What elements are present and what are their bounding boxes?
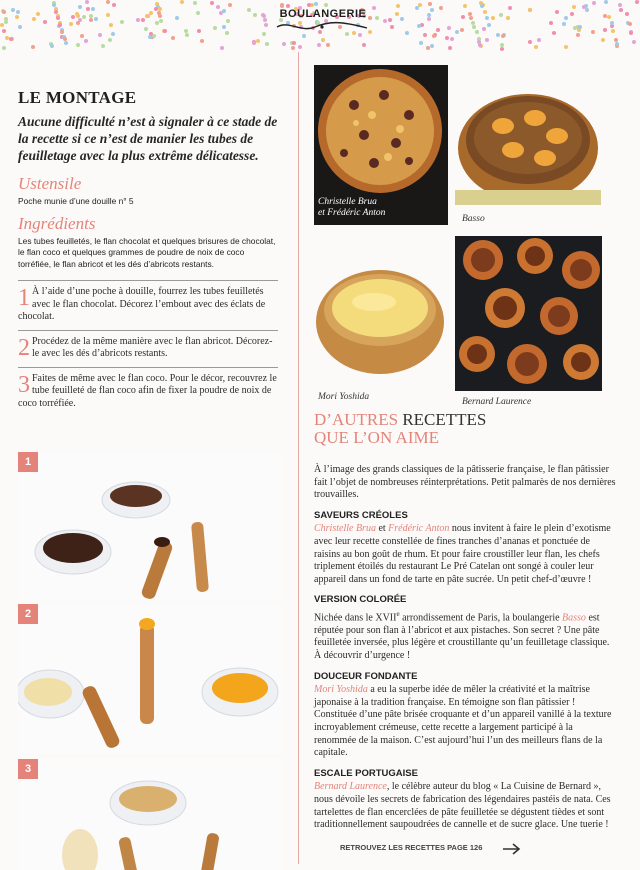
montage-intro: Aucune difficulté n’est à signaler à ce stade de la recette si ce n’est de manier les tubes de feuilletage avec la plus extrême délicatesse. xyxy=(18,114,278,163)
confetti-dot xyxy=(552,31,556,35)
confetti-dot xyxy=(417,24,421,28)
confetti-dot xyxy=(228,3,232,7)
confetti-dot xyxy=(555,10,559,14)
confetti-dot xyxy=(491,16,495,20)
article-title-pink: D’AUTRES xyxy=(314,410,399,429)
confetti-dot xyxy=(18,25,22,29)
confetti-dot xyxy=(455,30,459,34)
confetti-dot xyxy=(400,17,404,21)
joiner: et xyxy=(375,523,389,535)
confetti-dot xyxy=(197,29,201,33)
divider xyxy=(18,330,278,331)
confetti-dot xyxy=(607,15,611,19)
confetti-dot xyxy=(604,0,608,4)
montage-column xyxy=(18,88,278,410)
confetti-dot xyxy=(572,5,576,9)
ustensile-text: Poche munie d’une douille n° 5 xyxy=(18,196,134,206)
confetti-dot xyxy=(564,16,568,20)
confetti-dot xyxy=(0,23,4,27)
confetti-dot xyxy=(60,30,64,34)
step-number: 2 xyxy=(18,334,30,361)
confetti-dot xyxy=(496,33,500,37)
confetti-dot xyxy=(64,41,68,45)
confetti-dot xyxy=(98,33,102,37)
confetti-dot xyxy=(78,5,82,9)
confetti-dot xyxy=(43,20,47,24)
confetti-dot xyxy=(549,21,553,25)
swirl-ornament-icon xyxy=(275,21,369,33)
confetti-dot xyxy=(106,13,110,17)
confetti-dot xyxy=(447,26,451,30)
confetti-dot xyxy=(112,3,116,7)
confetti-dot xyxy=(15,15,19,19)
confetti-dot xyxy=(291,46,295,50)
confetti-dot xyxy=(321,38,325,42)
confetti-dot xyxy=(562,22,566,26)
confetti-dot xyxy=(460,28,464,32)
photo-brua-anton xyxy=(314,65,448,225)
confetti-dot xyxy=(383,19,387,23)
confetti-dot xyxy=(16,10,20,14)
confetti-dot xyxy=(2,29,6,33)
confetti-dot xyxy=(472,25,476,29)
confetti-dot xyxy=(475,30,479,34)
confetti-dot xyxy=(36,12,40,16)
confetti-dot xyxy=(220,46,224,50)
article-title-line2: QUE L’ON AIME xyxy=(314,428,439,447)
arrow-right-icon xyxy=(502,843,524,855)
confetti-dot xyxy=(159,19,163,23)
confetti-dot xyxy=(71,15,75,19)
chef-name: Frédéric Anton xyxy=(388,523,450,535)
step-text: À l’aide d’une poche à douille, fourrez les tubes feuilletés avec le flan chocolat. Décorez l’embout avec des éclats de chocolat. xyxy=(18,286,266,322)
confetti-dot xyxy=(629,31,633,35)
confetti-dot xyxy=(528,40,532,44)
confetti-dot xyxy=(91,7,95,11)
confetti-dot xyxy=(4,20,8,24)
confetti-dot xyxy=(253,13,257,17)
confetti-dot xyxy=(216,5,220,9)
confetti-dot xyxy=(180,0,184,4)
confetti-dot xyxy=(56,16,60,20)
confetti-dot xyxy=(213,26,217,30)
column-divider xyxy=(298,52,299,864)
caption-basso: Basso xyxy=(462,214,485,224)
confetti-dot xyxy=(423,33,427,37)
step-3 xyxy=(18,373,278,411)
confetti-dot xyxy=(280,3,284,7)
confetti-dot xyxy=(101,44,105,48)
confetti-dot xyxy=(82,15,86,19)
text: , le célèbre auteur du blog « La Cuisine de Bernard », nous dévoile les secrets de fabrication des légendaires pastéis de nata. Ces tartelettes de flan encerclées de pâte feuilletée se dégustent tièdes et sont traditionnellement saupoudrées de cannelle et de sucre glace. Une tuerie ! xyxy=(314,781,611,831)
confetti-dot xyxy=(487,23,491,27)
confetti-dot xyxy=(603,28,607,32)
confetti-dot xyxy=(158,14,162,18)
confetti-dot xyxy=(317,43,321,47)
divider xyxy=(18,280,278,281)
confetti-dot xyxy=(76,43,80,47)
confetti-dot xyxy=(591,30,595,34)
text: arrondissement de Paris, la boulangerie xyxy=(399,612,563,624)
caption-brua-anton xyxy=(318,197,385,219)
confetti-dot xyxy=(84,39,88,43)
step-number: 1 xyxy=(18,285,30,311)
confetti-dot xyxy=(196,11,200,15)
confetti-dot xyxy=(89,14,93,18)
confetti-dot xyxy=(32,17,36,21)
confetti-dot xyxy=(570,12,574,16)
article-lead: À l’image des grands classiques de la pâtisserie française, le flan pâtissier fait l’objet de nombreuses réinterprétations. Petit palmarès de nos dernières trouvailles. xyxy=(314,464,616,501)
section-text xyxy=(314,781,616,831)
coconut-flan-photo xyxy=(18,759,282,870)
section-text xyxy=(314,684,616,760)
divider xyxy=(18,367,278,368)
confetti-dot xyxy=(200,39,204,43)
confetti-dot xyxy=(210,1,214,5)
article-body xyxy=(314,464,616,832)
confetti-dot xyxy=(292,41,296,45)
confetti-dot xyxy=(76,14,80,18)
montage-title: LE MONTAGE xyxy=(18,88,137,107)
confetti-dot xyxy=(2,10,6,14)
confetti-dot xyxy=(564,45,568,49)
article-title xyxy=(314,411,486,447)
photo-laurence xyxy=(455,236,602,391)
confetti-dot xyxy=(86,7,90,11)
confetti-dot xyxy=(603,14,607,18)
confetti-dot xyxy=(463,4,467,8)
confetti-dot xyxy=(534,45,538,49)
confetti-dot xyxy=(314,2,318,6)
confetti-dot xyxy=(358,33,362,37)
pasteis-de-nata-photo xyxy=(455,236,602,391)
section-text xyxy=(314,608,616,663)
confetti-dot xyxy=(485,38,489,42)
confetti-dot xyxy=(108,38,112,42)
confetti-dot xyxy=(506,16,510,20)
section-title: SAVEURS CRÉOLES xyxy=(314,509,408,521)
confetti-dot xyxy=(405,31,409,35)
confetti-dot xyxy=(419,41,423,45)
confetti-dot xyxy=(483,10,487,14)
confetti-dot xyxy=(537,38,541,42)
confetti-dot xyxy=(619,8,623,12)
confetti-dot xyxy=(582,5,586,9)
photo-badge: 1 xyxy=(18,452,38,472)
confetti-dot xyxy=(264,23,268,27)
confetti-dot xyxy=(145,14,149,18)
photo-badge: 3 xyxy=(18,759,38,779)
step-photo-3 xyxy=(18,759,282,870)
confetti-dot xyxy=(225,31,229,35)
confetti-dot xyxy=(499,13,503,17)
confetti-dot xyxy=(158,7,162,11)
ustensile-title: Ustensile xyxy=(18,174,82,193)
footer xyxy=(340,843,600,857)
confetti-dot xyxy=(282,42,286,46)
confetti-dot xyxy=(2,46,6,50)
confetti-dot xyxy=(573,26,577,30)
confetti-dot xyxy=(461,15,465,19)
chef-name: Basso xyxy=(562,612,586,624)
step-text: Procédez de la même manière avec le flan abricot. Décorez-le avec les dés d’abricots restants. xyxy=(32,335,273,359)
confetti-dot xyxy=(432,34,436,38)
confetti-dot xyxy=(390,25,394,29)
confetti-dot xyxy=(80,34,84,38)
confetti-dot xyxy=(576,33,580,37)
confetti-dot xyxy=(50,44,54,48)
confetti-dot xyxy=(262,32,266,36)
confetti-dot xyxy=(163,29,167,33)
confetti-dot xyxy=(31,45,35,49)
confetti-dot xyxy=(184,29,188,33)
confetti-dot xyxy=(482,27,486,31)
confetti-dot xyxy=(632,40,636,44)
confetti-dot xyxy=(256,39,260,43)
confetti-dot xyxy=(635,0,639,4)
confetti-dot xyxy=(501,34,505,38)
text: nous invitent à faire le plein d’exotisme avec leur recette constellée de fines tranches d’ananas et ponctuée de raisins au bon goût de rhum. Et pour faire croustiller leur flan, les chefs triplement étoilés du restaurant Le Pré Catelan ont songé à couler leur appareil dans un fond de tarte en pâte sucrée. Un petit chef-d’œuvre ! xyxy=(314,523,611,585)
confetti-dot xyxy=(222,25,226,29)
confetti-dot xyxy=(508,6,512,10)
confetti-dot xyxy=(149,11,153,15)
confetti-dot xyxy=(144,27,148,31)
ingredients-title: Ingrédients xyxy=(18,213,96,233)
confetti-dot xyxy=(152,34,156,38)
apricot-tart-photo xyxy=(455,80,601,205)
chef-name: Mori Yoshida xyxy=(314,684,368,696)
confetti-dot xyxy=(610,21,614,25)
caption-line: et Frédéric Anton xyxy=(318,208,386,218)
chef-name: Christelle Brua xyxy=(314,523,376,535)
confetti-dot xyxy=(396,4,400,8)
step-number: 3 xyxy=(18,371,30,398)
section-title: VERSION COLORÉE xyxy=(314,594,407,606)
confetti-dot xyxy=(478,43,482,47)
confetti-dot xyxy=(428,2,432,6)
confetti-dot xyxy=(94,17,98,21)
confetti-dot xyxy=(85,0,89,4)
confetti-dot xyxy=(222,9,226,13)
text: est réputée pour son flan à l’abricot et aux pistaches. Son secret ? Une pâte feuilletée inversée, plus légère et croustillante qu’un feuilletage classique. À découvrir d’urgence ! xyxy=(314,612,610,662)
step-photo-1 xyxy=(18,452,282,600)
confetti-dot xyxy=(9,37,13,41)
confetti-dot xyxy=(111,32,115,36)
confetti-dot xyxy=(436,28,440,32)
photo-yoshida xyxy=(314,260,446,378)
confetti-dot xyxy=(89,18,93,22)
photo-basso xyxy=(455,80,601,205)
confetti-dot xyxy=(120,20,124,24)
confetti-dot xyxy=(500,47,504,51)
text: Nichée dans le XVII xyxy=(314,612,397,624)
confetti-dot xyxy=(528,8,532,12)
confetti-dot xyxy=(592,1,596,5)
vanilla-flan-photo xyxy=(314,260,446,378)
confetti-dot xyxy=(445,36,449,40)
confetti-dot xyxy=(448,46,452,50)
section-text xyxy=(314,523,616,586)
chef-name: Bernard Laurence xyxy=(314,781,387,793)
caption-laurence: Bernard Laurence xyxy=(462,397,532,407)
confetti-dot xyxy=(175,16,179,20)
confetti-dot xyxy=(141,18,145,22)
confetti-dot xyxy=(450,37,454,41)
confetti-dot xyxy=(298,45,302,49)
photo-badge: 2 xyxy=(18,604,38,624)
step-1 xyxy=(18,286,278,324)
step-2 xyxy=(18,336,278,361)
confetti-dot xyxy=(601,38,605,42)
confetti-dot xyxy=(185,33,189,37)
confetti-dot xyxy=(302,34,306,38)
confetti-dot xyxy=(628,22,632,26)
chocolate-flan-photo xyxy=(18,452,282,600)
section-title: DOUCEUR FONDANTE xyxy=(314,670,418,682)
confetti-dot xyxy=(585,8,589,12)
step-photo-2 xyxy=(18,604,282,754)
footer-text: RETROUVEZ LES RECETTES PAGE 126 xyxy=(340,843,483,852)
confetti-dot xyxy=(136,18,140,22)
confetti-dot xyxy=(578,25,582,29)
article-title-dark: RECETTES xyxy=(398,410,487,429)
confetti-dot xyxy=(625,12,629,16)
confetti-dot xyxy=(618,3,622,7)
step-text: Faites de même avec le flan coco. Pour le décor, recouvrez le tube feuilleté de flan coco afin de fixer la poudre de noix de coco torréfiée. xyxy=(18,372,277,409)
confetti-dot xyxy=(362,43,366,47)
confetti-dot xyxy=(11,8,15,12)
confetti-dot xyxy=(171,36,175,40)
confetti-dot xyxy=(247,8,251,12)
confetti-dot xyxy=(427,17,431,21)
confetti-dot xyxy=(469,16,473,20)
confetti-dot xyxy=(615,42,619,46)
confetti-dot xyxy=(78,18,82,22)
confetti-dot xyxy=(226,19,230,23)
confetti-dot xyxy=(611,29,615,33)
confetti-dot xyxy=(430,44,434,48)
caption-yoshida: Mori Yoshida xyxy=(318,392,370,402)
section-label: BOULANGERIE xyxy=(279,8,367,20)
confetti-dot xyxy=(415,6,419,10)
caption-line: Christelle Brua xyxy=(318,197,377,207)
confetti-dot xyxy=(439,6,443,10)
confetti-dot xyxy=(430,8,434,12)
confetti-dot xyxy=(106,0,110,4)
ingredients-text: Les tubes feuilletés, le flan chocolat et quelques brisures de chocolat, le flan coco et quelques grammes de poudre de noix de coco torréfiée, le flan abricot et les dés d’abricots restants. xyxy=(18,235,276,269)
section-title: ESCALE PORTUGAISE xyxy=(314,767,418,779)
confetti-dot xyxy=(193,1,197,5)
text: a eu la superbe idée de mêler la créativité et la maîtrise japonaise à la tradition française. En témoigne son flan pâtissier ! Constituée d’une pâte brisée croquante et d’un appareil vanillé à la texture incroyablement crémeuse, cette recette a largement participé à la renommée de la maison. C’est aujourd’hui l’un des meilleurs flans de la capitale. xyxy=(314,684,612,759)
confetti-dot xyxy=(326,43,330,47)
confetti-dot xyxy=(395,12,399,16)
confetti-dot xyxy=(324,3,328,7)
confetti-dot xyxy=(69,22,73,26)
confetti-dot xyxy=(265,42,269,46)
confetti-dot xyxy=(109,23,113,27)
superscript: e xyxy=(396,609,400,618)
confetti-dot xyxy=(388,18,392,22)
confetti-dot xyxy=(58,23,62,27)
apricot-flan-photo xyxy=(18,604,282,754)
confetti-dot xyxy=(307,3,311,7)
confetti-dot xyxy=(480,4,484,8)
confetti-dot xyxy=(485,16,489,20)
